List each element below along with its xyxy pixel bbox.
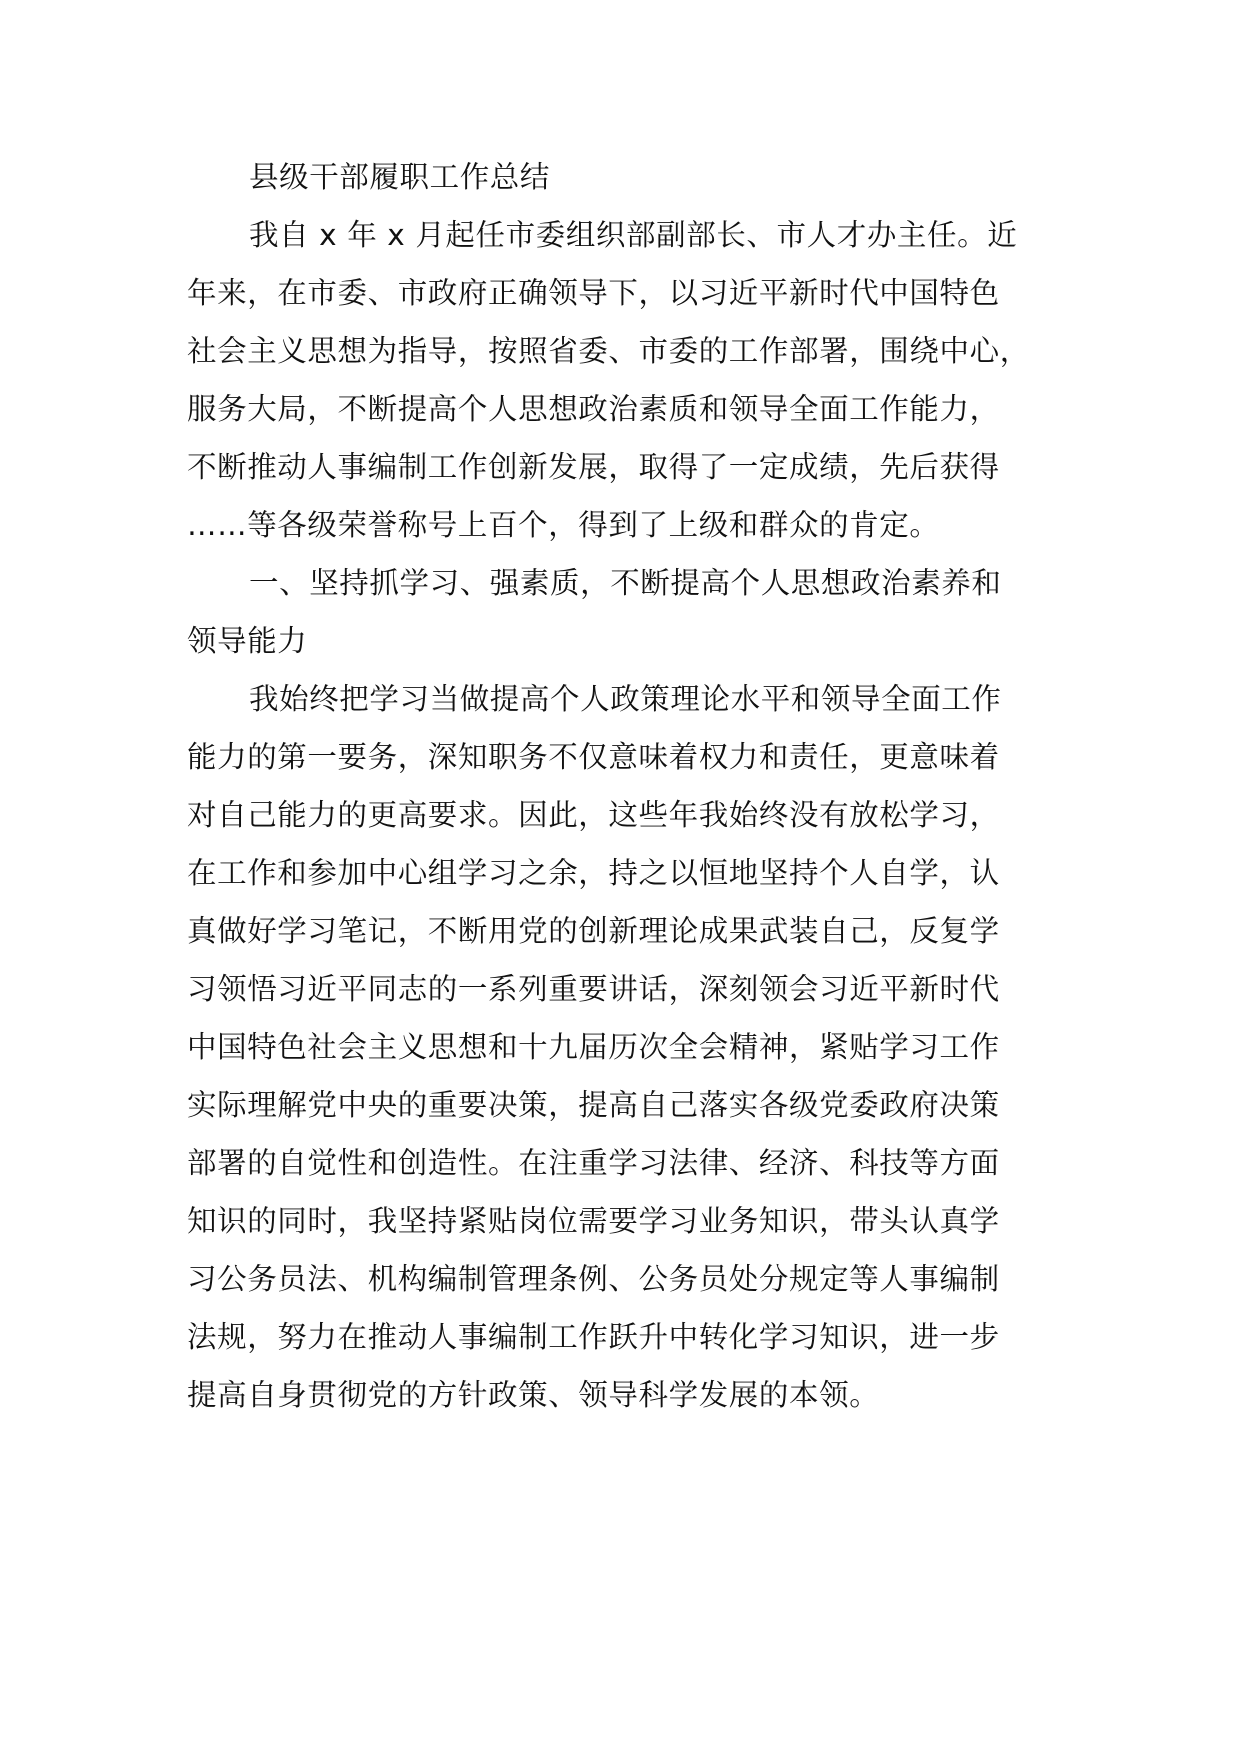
text-line: 社会主义思想为指导，按照省委、市委的工作部署，围绕中心， <box>187 334 1030 368</box>
text-line: 一、坚持抓学习、强素质，不断提高个人思想政治素养和 <box>249 566 1002 600</box>
text-line: 我始终把学习当做提高个人政策理论水平和领导全面工作 <box>249 682 1002 716</box>
text-line: 习领悟习近平同志的一系列重要讲话，深刻领会习近平新时代 <box>187 972 1000 1006</box>
text-line: 服务大局，不断提高个人思想政治素质和领导全面工作能力， <box>187 392 1000 426</box>
text-line: 我自 x 年 x 月起任市委组织部副部长、市人才办主任。近 <box>249 218 1018 252</box>
text-line: 不断推动人事编制工作创新发展，取得了一定成绩，先后获得 <box>187 450 1000 484</box>
text-line: 年来，在市委、市政府正确领导下，以习近平新时代中国特色 <box>187 276 1000 310</box>
text-line: 能力的第一要务，深知职务不仅意味着权力和责任，更意味着 <box>187 740 1000 774</box>
text-line: 部署的自觉性和创造性。在注重学习法律、经济、科技等方面 <box>187 1146 1000 1180</box>
text-line: ……等各级荣誉称号上百个，得到了上级和群众的肯定。 <box>187 508 940 542</box>
text-line: 习公务员法、机构编制管理条例、公务员处分规定等人事编制 <box>187 1262 1000 1296</box>
text-line: 对自己能力的更高要求。因此，这些年我始终没有放松学习， <box>187 798 1000 832</box>
text-line: 实际理解党中央的重要决策，提高自己落实各级党委政府决策 <box>187 1088 1000 1122</box>
document-title: 县级干部履职工作总结 <box>249 160 551 194</box>
text-line: 领导能力 <box>187 624 308 658</box>
text-line: 知识的同时，我坚持紧贴岗位需要学习业务知识，带头认真学 <box>187 1204 1000 1238</box>
text-line: 在工作和参加中心组学习之余，持之以恒地坚持个人自学，认 <box>187 856 1000 890</box>
text-line: 真做好学习笔记，不断用党的创新理论成果武装自己，反复学 <box>187 914 1000 948</box>
text-line: 中国特色社会主义思想和十九届历次全会精神，紧贴学习工作 <box>187 1030 1000 1064</box>
text-line: 提高自身贯彻党的方针政策、领导科学发展的本领。 <box>187 1378 880 1412</box>
text-line: 法规，努力在推动人事编制工作跃升中转化学习知识，进一步 <box>187 1320 1000 1354</box>
